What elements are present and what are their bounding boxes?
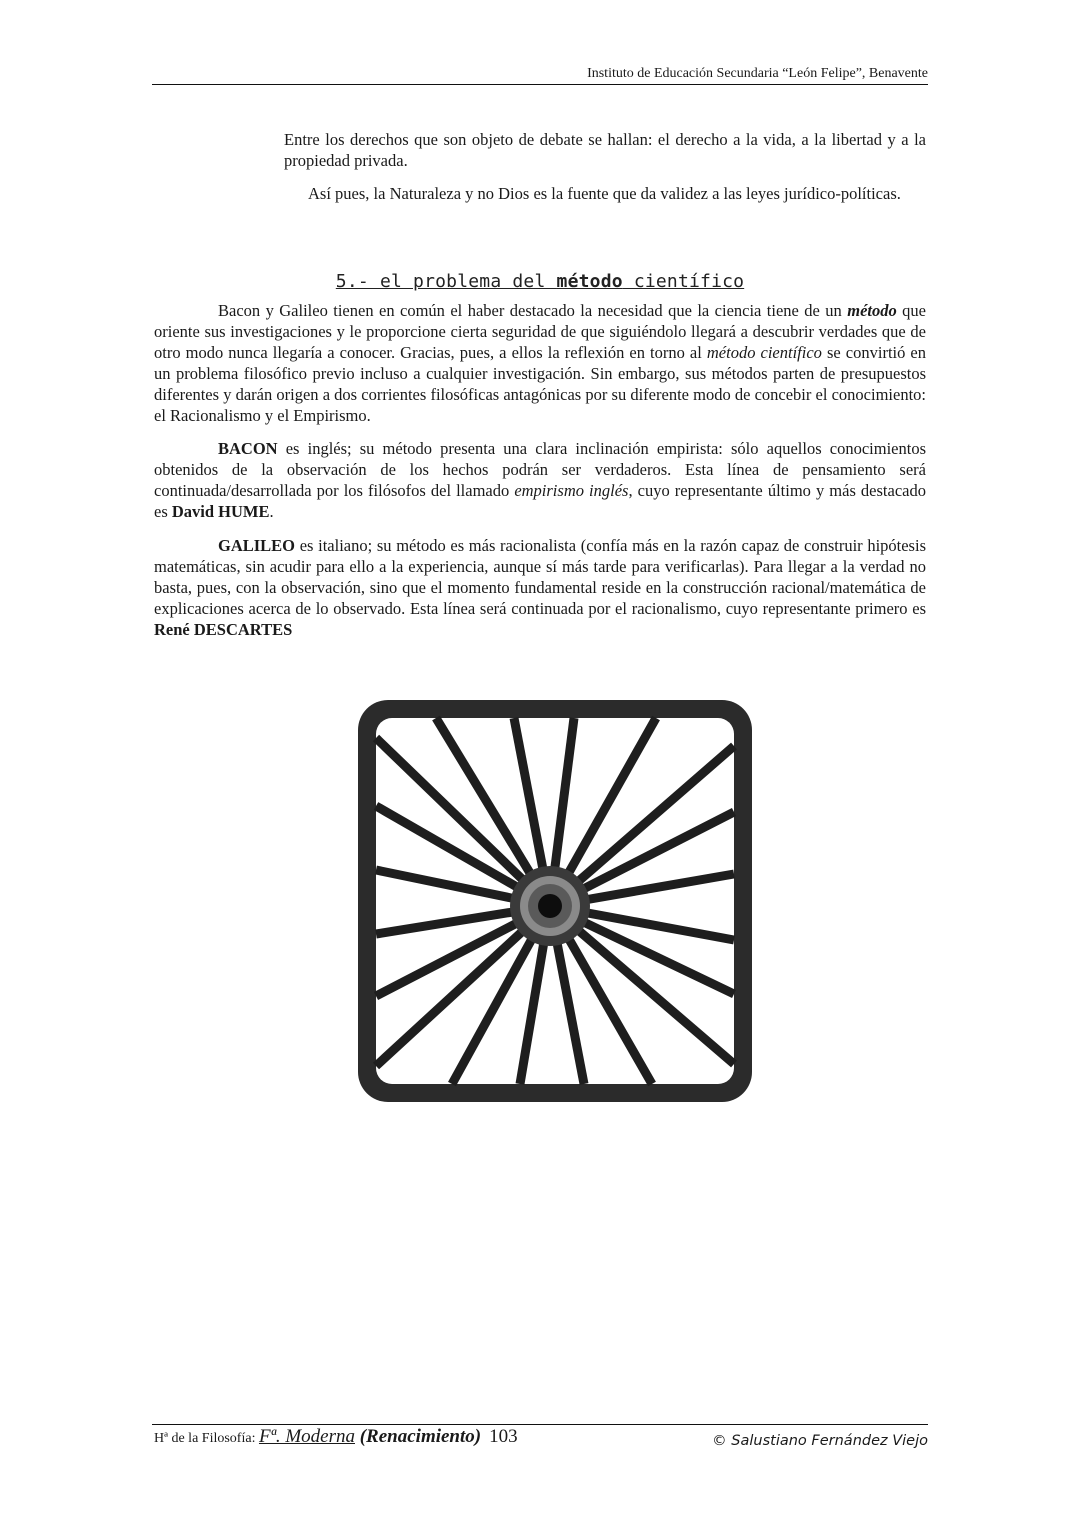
text-run: es italiano; su método es más racionalista (confía más en la razón capaz de construir hipótesis matemáticas, sin acudir para ello a la experiencia, aunque sí más tarde para verificarlas). Para llegar a la verdad no basta, pues, con la observación, sino que el momento fundamental reside en la construcción racional/matemática de explicaciones acerca de lo observado. Esta línea será continuada por el racionalismo, cuyo representante primero es (154, 536, 926, 618)
paragraph-galileo (154, 535, 926, 640)
text-run: , cuyo representante último y más destacado es (154, 481, 926, 521)
header-institution: Instituto de Educación Secundaria “León Felipe”, Benavente (587, 66, 928, 81)
name-hume: David HUME (171, 502, 270, 521)
intro-paragraph-rights: Entre los derechos que son objeto de debate se hallan: el derecho a la vida, a la libertad y a la propiedad privada. (284, 130, 926, 170)
name-galileo: GALILEO (218, 536, 296, 555)
text-run: se convirtió en un problema filosófico previo incluso a cualquier investigación. Sin embargo, sus métodos parten de presupuestos diferentes y darán origen a dos corrientes filosóficas antagónicas por su diferente modo de concebir el conocimiento: el Racionalismo y el Empirismo. (154, 343, 927, 425)
section-title-post: científico (622, 271, 745, 292)
emphasis-empirismo-ingles: empirismo inglés (514, 481, 629, 500)
footer-prefix: Hª de la Filosofía: (154, 1431, 259, 1446)
footer-course (154, 1426, 518, 1448)
square-spoked-wheel-icon (352, 694, 758, 1110)
intro-paragraph-nature: Así pues, la Naturaleza y no Dios es la fuente que da validez a las leyes jurídico-políticas. (308, 184, 901, 203)
emphasis-metodo: método (847, 301, 897, 320)
text-run: Bacon y Galileo tienen en común el haber destacado la necesidad que la ciencia tiene de un (218, 301, 848, 320)
footer-renacimiento: (Renacimiento) (354, 1426, 482, 1447)
paragraph-method-intro (154, 300, 926, 426)
name-descartes: René DESCARTES (154, 620, 293, 639)
header-rule (152, 84, 928, 85)
section-title-pre: 5.- el problema del (335, 271, 557, 292)
name-bacon: BACON (218, 439, 278, 458)
page-number: 103 (489, 1426, 518, 1447)
text-run: . (269, 502, 274, 521)
text-run: es inglés; su método presenta una clara inclinación empirista: sólo aquellos conocimientos obtenidos de la observación de los hechos podrán ser verdaderos. Esta línea de pensamiento será continuada/desarrollada por los filósofos del llamado (154, 439, 926, 500)
section-title-bold: método (556, 271, 623, 292)
paragraph-bacon (154, 438, 926, 522)
footer-copyright: © Salustiano Fernández Viejo (712, 1433, 928, 1449)
footer-fm: Fª. Moderna (258, 1426, 355, 1447)
emphasis-metodo-cientifico: método científico (706, 343, 822, 362)
wheel-axle-hole (538, 894, 562, 918)
figure-square-wheel (352, 694, 758, 1110)
footer-rule (152, 1424, 928, 1425)
text-run: que oriente sus investigaciones y le proporcione cierta seguridad de que siguiéndolo llegará a descubrir verdades que de otro modo nunca llegaría a conocer. Gracias, pues, a ellos la reflexión en torno al (154, 301, 927, 362)
section-title (0, 271, 1080, 292)
